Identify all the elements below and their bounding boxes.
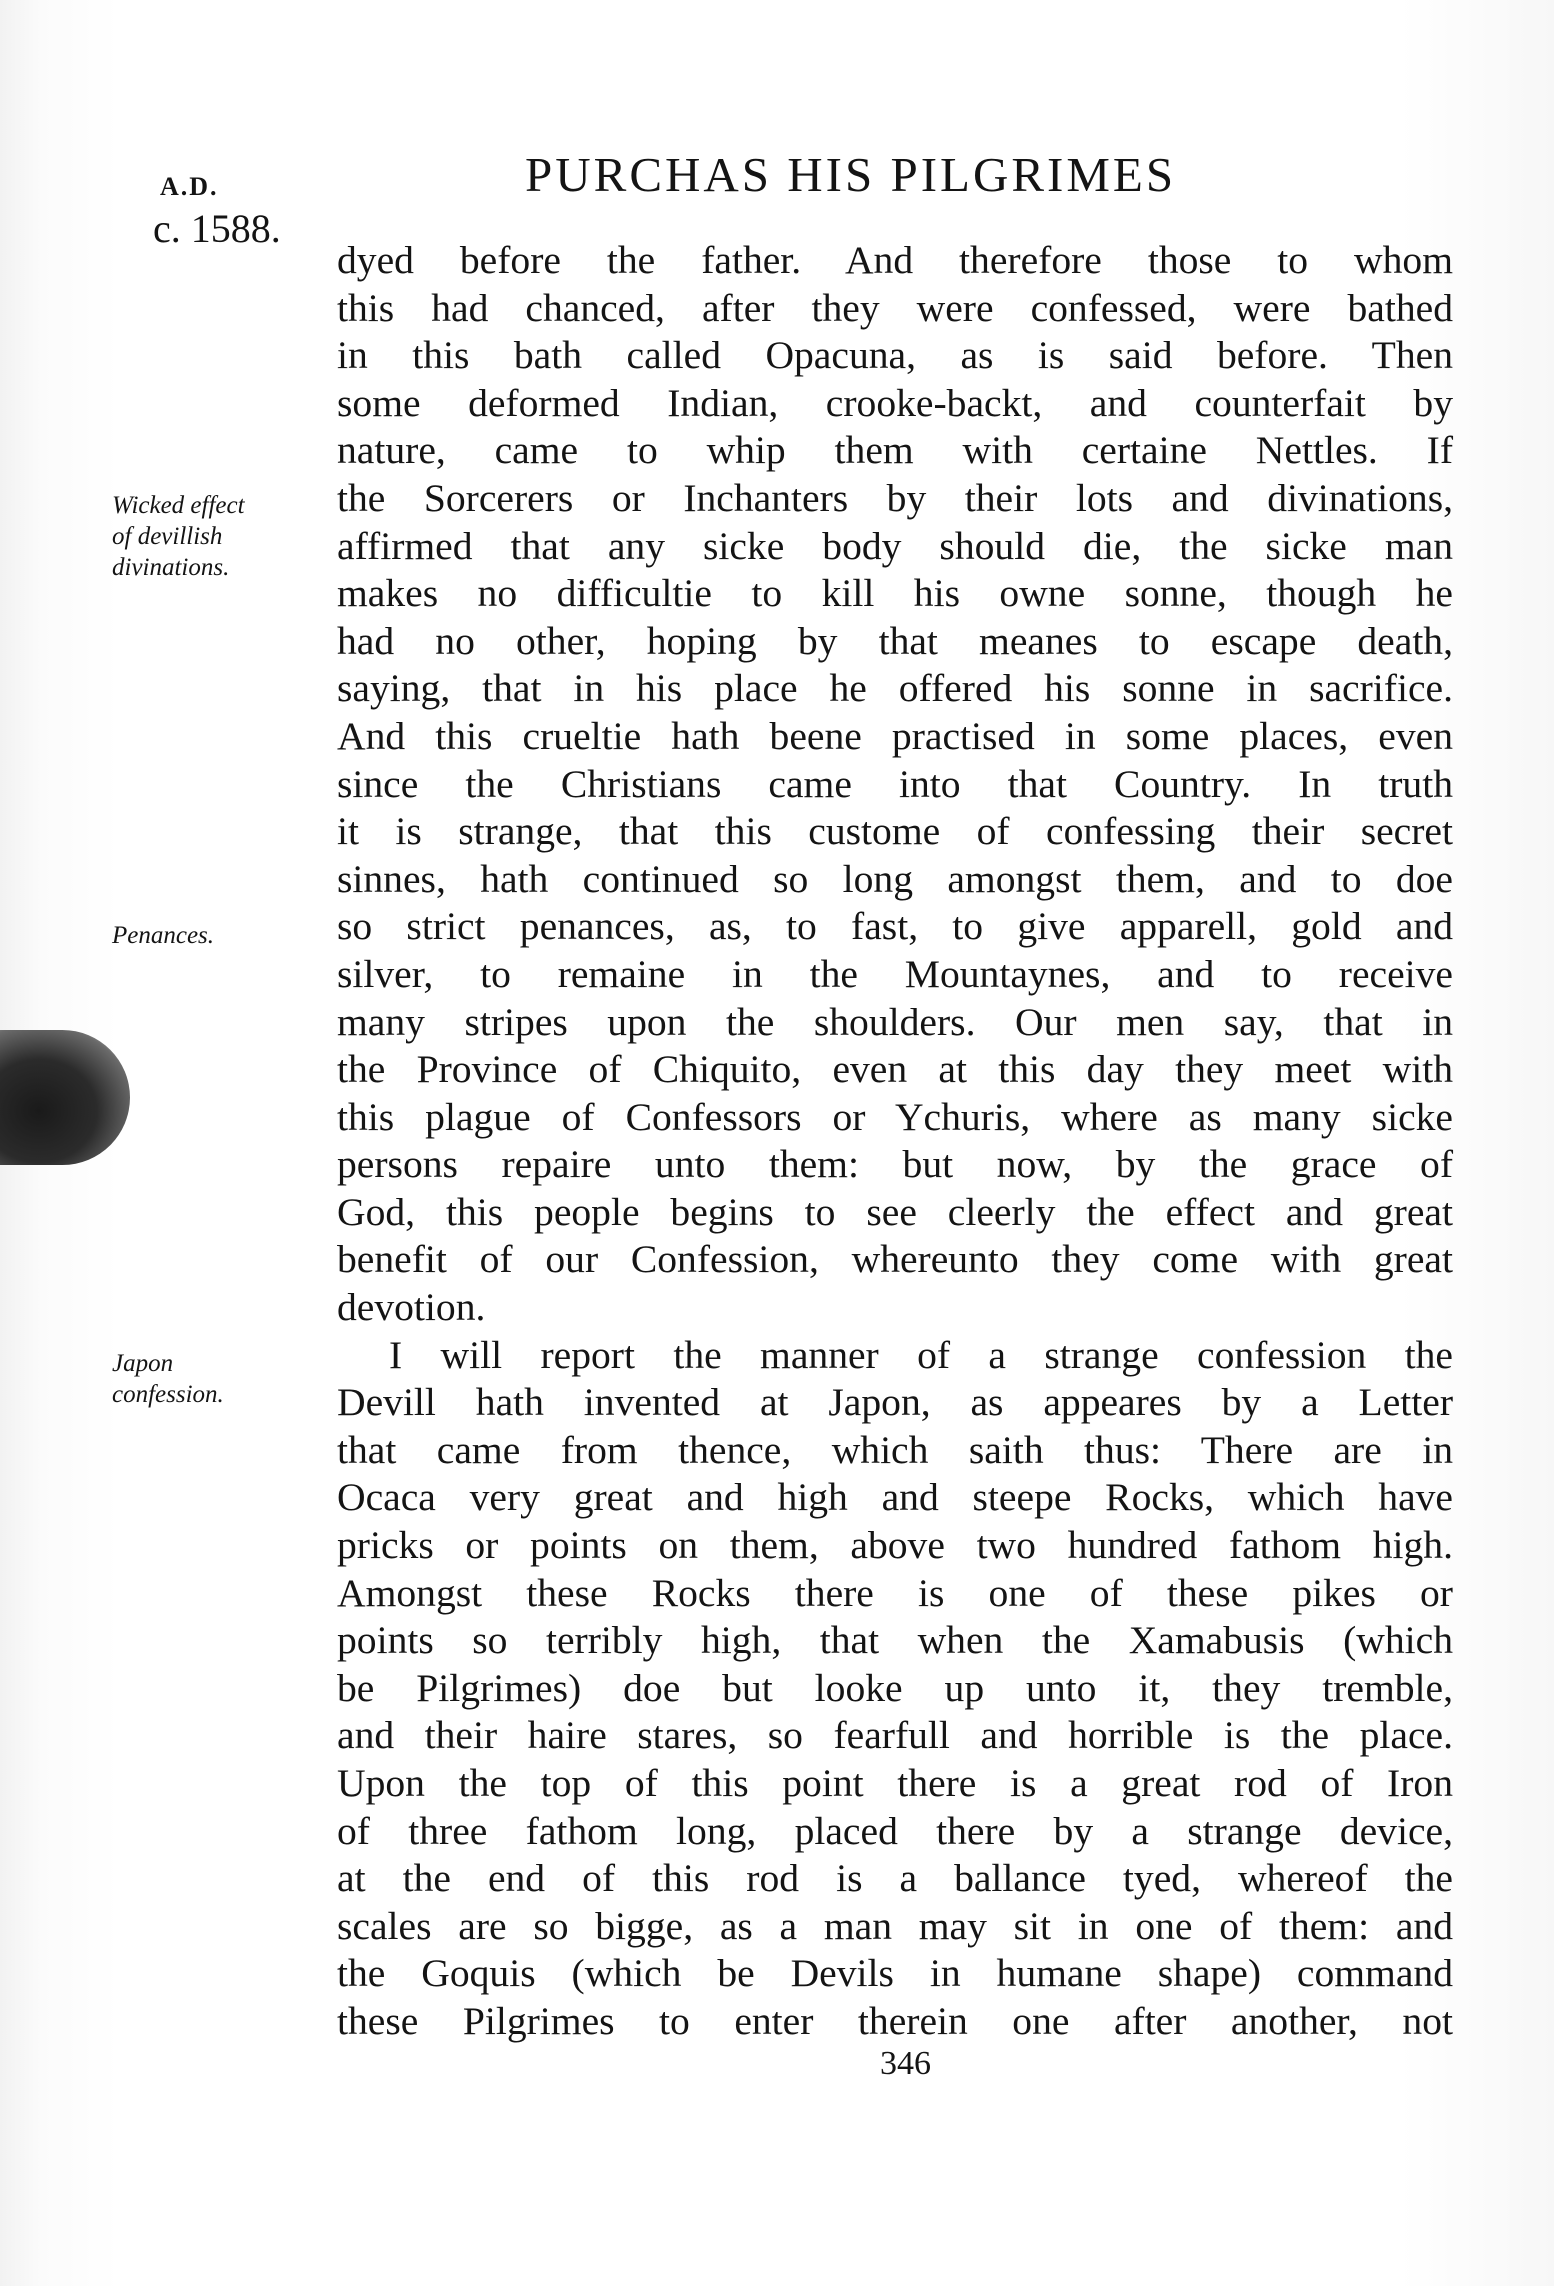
- text-line: God, this people begins to see cleerly the effect and great: [337, 1189, 1453, 1234]
- marginal-note-wicked-effect: [112, 490, 312, 583]
- thumb-shadow: [0, 1030, 130, 1165]
- text-line: makes no difficultie to kill his owne sonne, though he: [337, 571, 1453, 616]
- text-line: these Pilgrimes to enter therein one after another, not: [337, 1998, 1453, 2043]
- text-line: I will report the manner of a strange confession the: [389, 1332, 1453, 1377]
- text-line: and their haire stares, so fearfull and horrible is the place.: [337, 1713, 1453, 1758]
- marginal-note-japon-confession: [112, 1348, 312, 1410]
- text-line: saying, that in his place he offered his sonne in sacrifice.: [337, 666, 1453, 711]
- text-line: that came from thence, which saith thus: There are in: [337, 1427, 1453, 1472]
- text-line: Amongst these Rocks there is one of these pikes or: [337, 1570, 1453, 1615]
- date-label: A.D.: [160, 172, 219, 201]
- text-line: dyed before the father. And therefore those to whom: [337, 238, 1453, 282]
- page-number: 346: [880, 2045, 931, 2082]
- text-line: Devill hath invented at Japon, as appeares by a Letter: [337, 1380, 1453, 1425]
- marginal-note-line: of devillish: [112, 523, 223, 550]
- text-line: some deformed Indian, crooke-backt, and counterfait by: [337, 380, 1453, 425]
- body-text: [337, 237, 1453, 2046]
- text-line: since the Christians came into that Country. In truth: [337, 761, 1453, 806]
- text-line: scales are so bigge, as a man may sit in one of them: and: [337, 1903, 1453, 1948]
- marginal-note-line: Japon: [112, 1350, 174, 1377]
- text-line: of three fathom long, placed there by a strange device,: [337, 1808, 1453, 1853]
- page-title: PURCHAS HIS PILGRIMES: [525, 147, 1177, 202]
- marginal-note-line: confession.: [112, 1381, 224, 1408]
- text-line: it is strange, that this custome of confessing their secret: [337, 809, 1453, 854]
- text-line: nature, came to whip them with certaine Nettles. If: [337, 428, 1453, 473]
- text-line: the Province of Chiquito, even at this day they meet with: [337, 1047, 1453, 1092]
- text-line: this plague of Confessors or Ychuris, where as many sicke: [337, 1094, 1453, 1139]
- marginal-note-line: Wicked effect: [112, 492, 245, 519]
- text-line: in this bath called Opacuna, as is said before. Then: [337, 333, 1453, 378]
- text-line: Upon the top of this point there is a great rod of Iron: [337, 1761, 1453, 1805]
- text-line: And this crueltie hath beene practised in some places, even: [337, 713, 1453, 758]
- text-line: pricks or points on them, above two hundred fathom high.: [337, 1523, 1453, 1568]
- marginal-note-line: Penances.: [112, 922, 215, 949]
- text-line: devotion.: [337, 1285, 486, 1330]
- text-line: benefit of our Confession, whereunto they come with great: [337, 1237, 1453, 1282]
- text-line: many stripes upon the shoulders. Our men say, that in: [337, 999, 1453, 1044]
- text-line: persons repaire unto them: but now, by the grace of: [337, 1142, 1453, 1187]
- text-line: affirmed that any sicke body should die, the sicke man: [337, 523, 1453, 568]
- text-line: had no other, hoping by that meanes to escape death,: [337, 618, 1453, 663]
- date-value: c. 1588.: [153, 206, 281, 251]
- text-line: the Sorcerers or Inchanters by their lots and divinations,: [337, 475, 1453, 520]
- text-line: be Pilgrimes) doe but looke up unto it, they tremble,: [337, 1665, 1453, 1710]
- marginal-note-line: divinations.: [112, 554, 230, 581]
- text-line: silver, to remaine in the Mountaynes, and to receive: [337, 951, 1453, 996]
- marginal-note-penances: [112, 920, 312, 951]
- text-line: so strict penances, as, to fast, to give apparell, gold and: [337, 904, 1453, 949]
- text-line: sinnes, hath continued so long amongst them, and to doe: [337, 856, 1453, 901]
- text-line: points so terribly high, that when the Xamabusis (which: [337, 1618, 1453, 1663]
- text-line: this had chanced, after they were confessed, were bathed: [337, 285, 1453, 330]
- text-line: at the end of this rod is a ballance tyed, whereof the: [337, 1856, 1453, 1901]
- text-line: Ocaca very great and high and steepe Rocks, which have: [337, 1475, 1453, 1520]
- text-line: the Goquis (which be Devils in humane shape) command: [337, 1951, 1453, 1996]
